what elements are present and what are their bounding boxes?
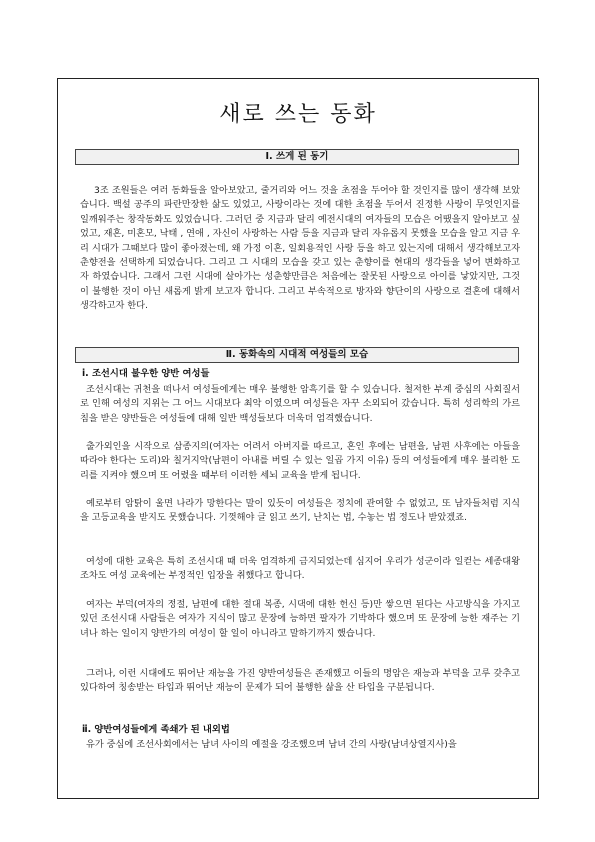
body-paragraph: 여자는 부덕(여자의 정절, 남편에 대한 절대 복종, 시댁에 대한 헌신 등)만 쌓으면 된다는 사고방식을 가지고 있던 조선시대 사람들은 여자가 지식이 많고 문장에 능하면 팔자가 기박하다 했으며 또 문장에 능한 재주는 기녀나 하는 일이지 양반가의 여성이 할 일이 아니라고 말하기까지 했습니다. xyxy=(80,599,520,639)
section-heading-motivation: Ⅰ. 쓰게 된 동기 xyxy=(75,149,519,165)
document-title: 새로 쓰는 동화 xyxy=(219,102,377,127)
body-paragraph: 유가 중심에 조선사회에서는 남녀 사이의 예절을 강조했으며 남녀 간의 사랑(남녀상열지사)을 xyxy=(86,739,457,750)
body-paragraph: 조선시대는 귀천을 떠나서 여성들에게는 매우 불행한 암흑기를 할 수 있습니다. 철저한 부계 중심의 사회질서로 인해 여성의 지위는 그 어느 시대보다 최악 이였으며 여성들은 자꾸 소외되어 갔습니다. 특히 성리학의 가르침을 받은 양반들은 여성들에 대해 일반 백성들보다 더욱더 엄격했습니다. xyxy=(80,384,520,424)
subsection-heading-joseon-women: ⅰ. 조선시대 불우한 양반 여성들 xyxy=(82,368,210,379)
body-paragraph: 여성에 대한 교육은 특히 조선시대 때 더욱 엄격하게 금지되었는데 심지어 우리가 성군이라 일컫는 세종대왕조차도 여성 교육에는 부정적인 입장을 취했다고 합니다. xyxy=(80,556,520,582)
body-paragraph: 그러나, 이런 시대에도 뛰어난 재능을 가진 양반여성들은 존재했고 이들의 명암은 재능과 부덕을 고루 갖추고 있다하여 칭송받는 타입과 뛰어난 재능이 문제가 되어 불행한 삶을 산 타입을 구분됩니다. xyxy=(80,668,520,694)
body-paragraph: 예로부터 암탉이 울면 나라가 망한다는 말이 있듯이 여성들은 정치에 관여할 수 없었고, 또 남자들처럼 지식을 고등교육을 받지도 못했습니다. 기껏해야 글 읽고 쓰기, 난치는 법, 수놓는 법 정도나 받았겠죠. xyxy=(80,498,520,524)
body-paragraph: 출가외인을 시작으로 삼종지의(여자는 어려서 아버지를 따르고, 혼인 후에는 남편을, 남편 사후에는 아들을 따라야 한다는 도리)와 칠거지악(남편이 아내를 버릴 수 있는 일곱 가지 이유) 등의 여성들에게 매우 불리한 도리를 지켜야 했으며 또 어렸을 때부터 이러한 세뇌 교육을 받게 됩니다. xyxy=(80,441,520,481)
motivation-paragraph: 3조 조원들은 여러 동화들을 알아보았고, 줄거리와 어느 것을 초점을 두어야 할 것인지를 많이 생각해 보았습니다. 백설 공주의 파란만장한 삶도 있었고, 사랑이라는 것에 대한 초점을 두어서 진정한 사랑이 무엇인지를 일깨워주는 창작동화도 있었습니다. 그러던 중 지금과 달리 예전시대의 여자들의 모습은 어땠을지 알아보고 싶었고, 재혼, 미혼모, 낙태 , 연애 , 자신이 사랑하는 사람 등을 지금과 달리 자유롭지 못했을 모습을 알고 지금 우리 시대가 그때보다 많이 좋아졌는데, 왜 가정 이혼, 일회용적인 사랑 등을 하고 있는지에 대해서 생각해보고자 춘향전을 선택하게 되었습니다. 그리고 그 시대의 모습을 갖고 있는 춘향이를 현대의 생각들을 넣어 변화하고자 하였습니다. 그래서 그런 시대에 살아가는 성춘향만큼은 처음에는 잘못된 사랑으로 아이를 낳았지만, 그것이 불행한 것이 아닌 새롭게 밝게 보고자 합니다. 그리고 부속적으로 방자와 향단이의 사랑으로 결혼에 대해서 생각하고자 한다. xyxy=(80,185,520,312)
document-frame xyxy=(57,78,539,799)
subsection-heading-naeoe-law: ⅱ. 양반여성들에게 족쇄가 된 내외법 xyxy=(82,724,230,735)
section-heading-women-in-tales: Ⅱ. 동화속의 시대적 여성들의 모습 xyxy=(75,347,519,363)
